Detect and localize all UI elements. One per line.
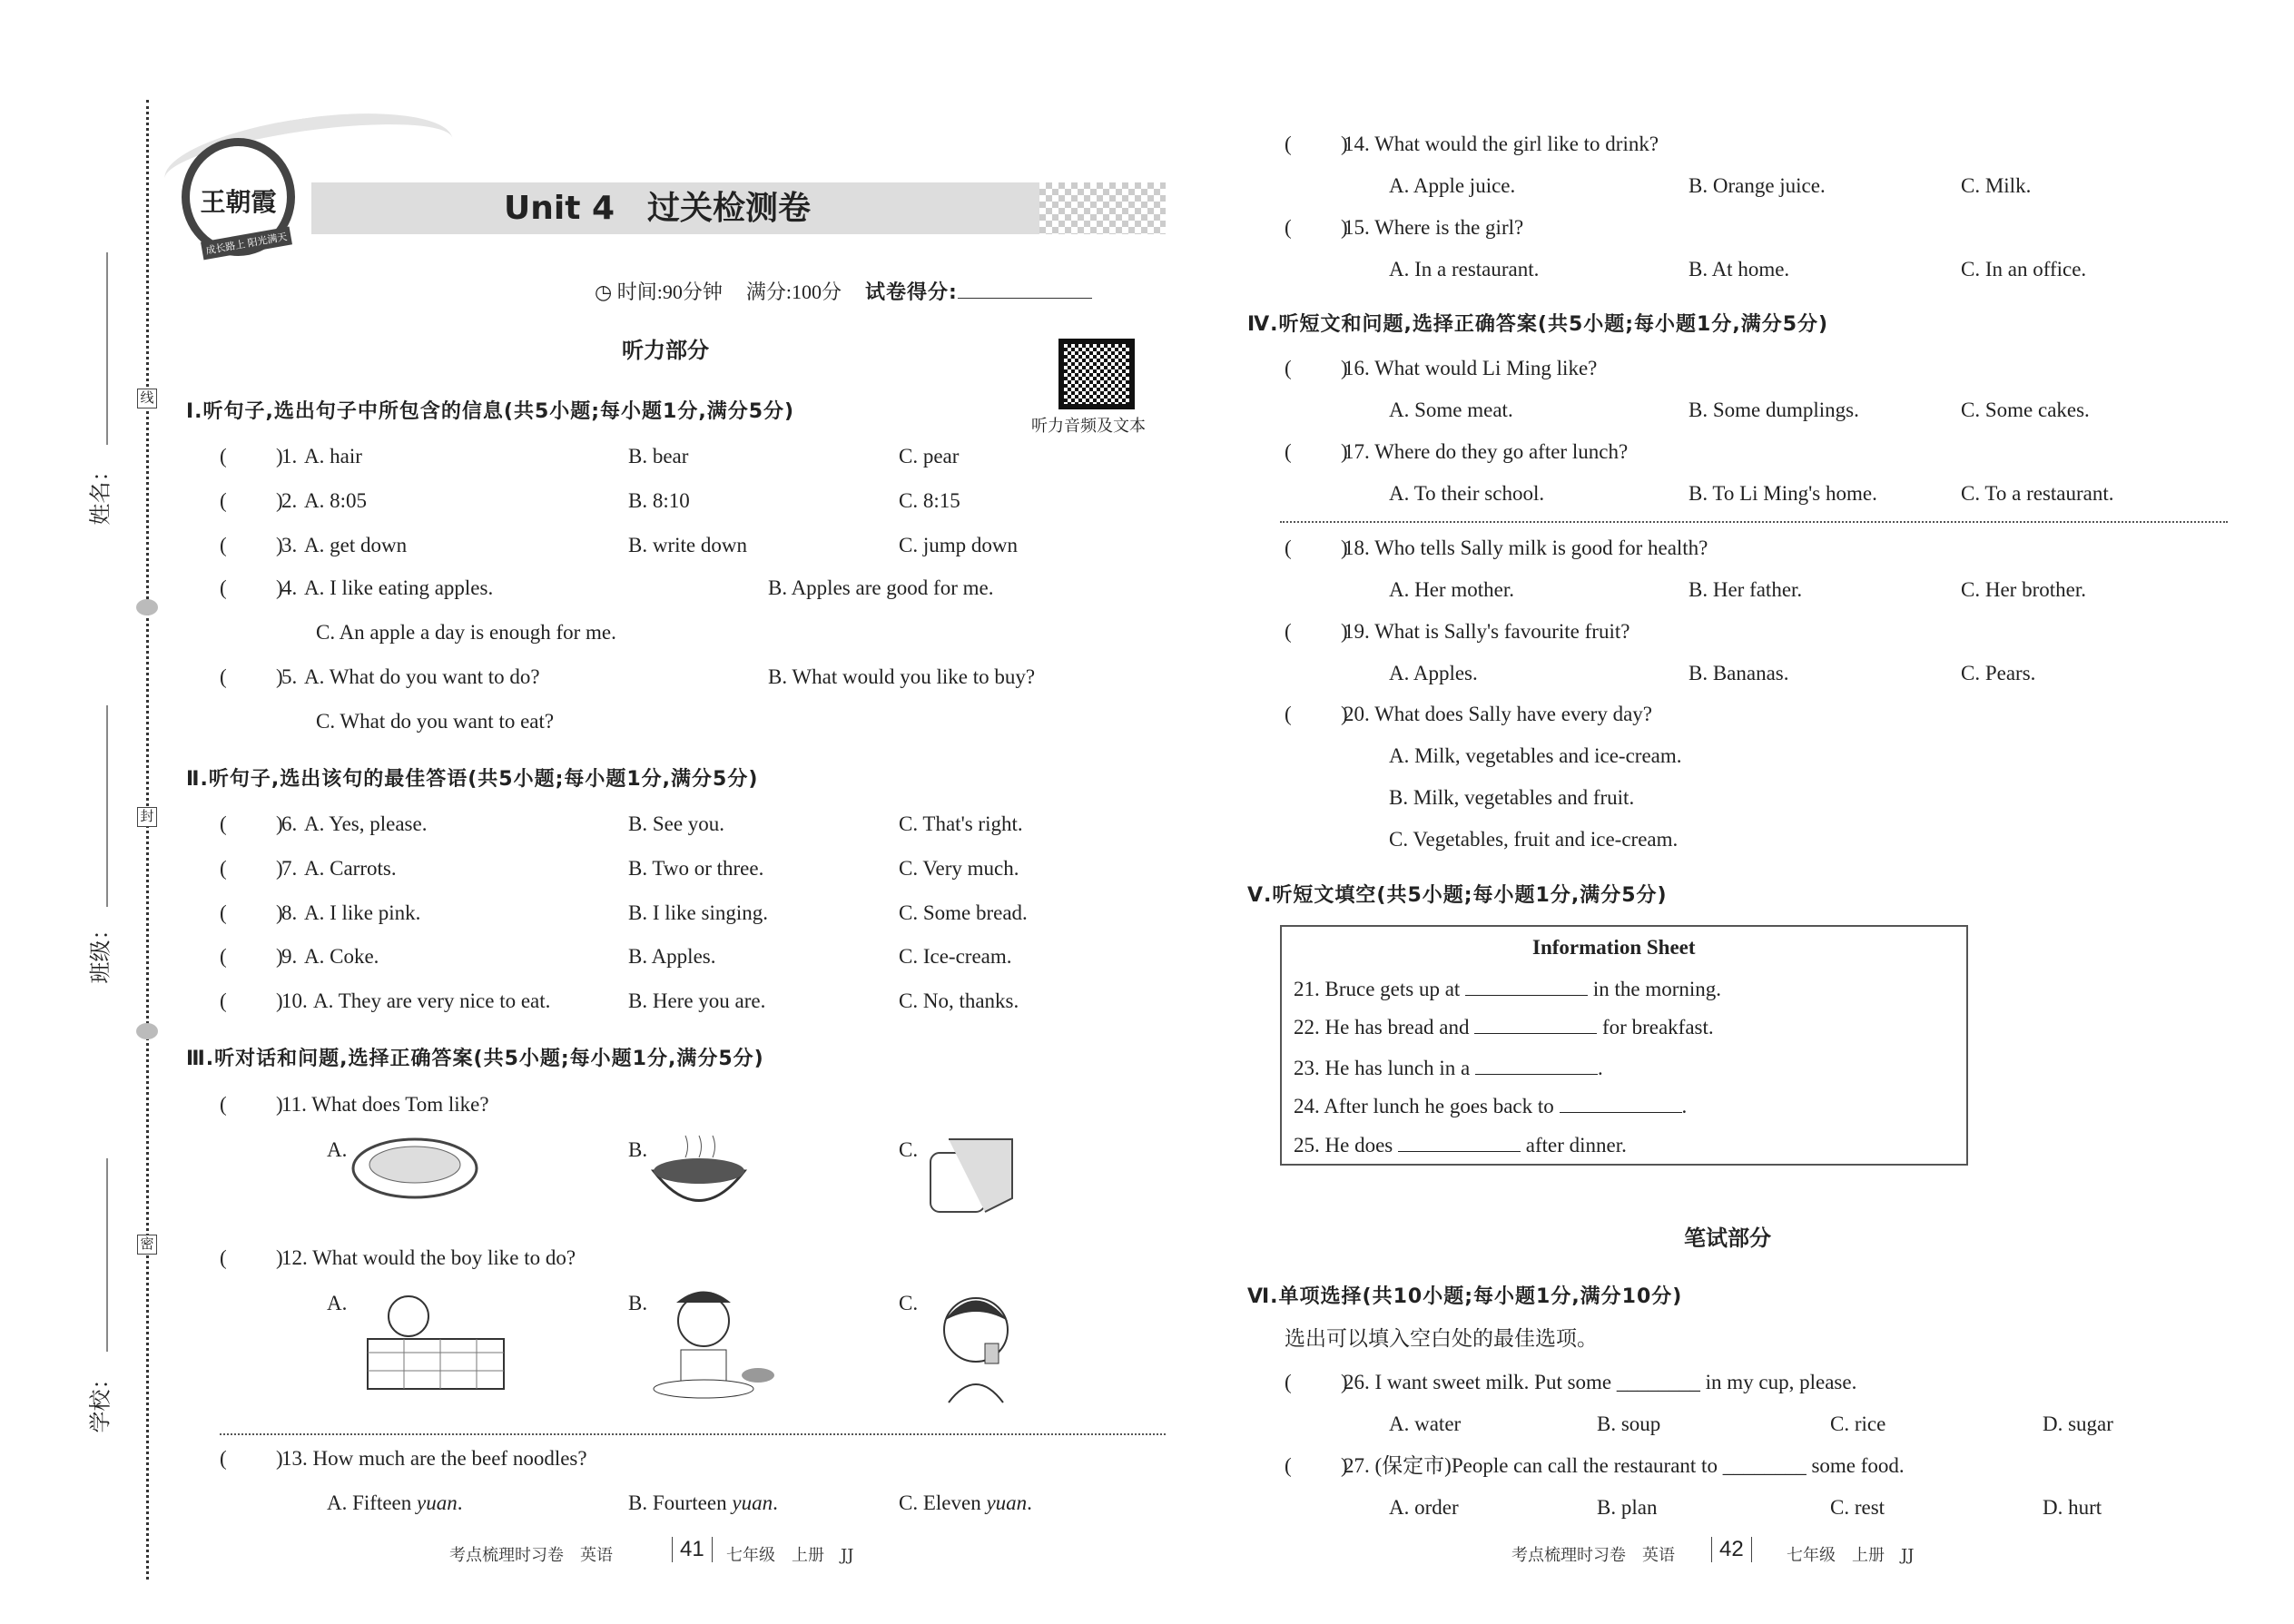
score-label: 试卷得分: bbox=[864, 281, 958, 304]
option-c[interactable]: C. An apple a day is enough for me. bbox=[316, 621, 616, 644]
answer-bracket[interactable] bbox=[1285, 215, 1348, 241]
answer-bracket[interactable] bbox=[1285, 439, 1348, 465]
question-stem: 27. (保定市)People can call the restaurant to ________ some food. bbox=[1344, 1454, 1905, 1477]
option-a[interactable]: A. 8:05 bbox=[304, 489, 367, 512]
option-c[interactable]: C. In an office. bbox=[1961, 258, 2087, 281]
option-a[interactable]: A. hair bbox=[304, 445, 362, 468]
question-number: 5. bbox=[281, 665, 298, 688]
option-b-label[interactable]: B. bbox=[628, 1292, 648, 1314]
currency-unit: yuan bbox=[417, 1491, 458, 1514]
item-text: 21. Bruce gets up at bbox=[1294, 978, 1466, 1000]
option-c[interactable]: C. 8:15 bbox=[899, 489, 960, 512]
logo-text: 王朝霞 bbox=[200, 187, 277, 217]
item-text: 22. He has bread and bbox=[1294, 1016, 1475, 1038]
section-heading-s1: Ⅰ.听句子,选出句子中所包含的信息(共5小题;每小题1分,满分5分) bbox=[186, 400, 795, 423]
answer-bracket[interactable] bbox=[220, 989, 283, 1014]
option-text: . bbox=[457, 1491, 463, 1514]
boy-sleeping-image bbox=[359, 1289, 513, 1407]
writing-title: 笔试部分 bbox=[1684, 1225, 1771, 1251]
question-number: 4. bbox=[281, 576, 298, 599]
option-b[interactable]: B. Her father. bbox=[1689, 578, 1803, 601]
option-d[interactable]: D. hurt bbox=[2043, 1496, 2102, 1519]
exam-meta bbox=[595, 280, 1092, 306]
divider-right bbox=[1280, 521, 2228, 523]
info-sheet-title: Information Sheet bbox=[1532, 936, 1696, 959]
section-heading-s6: Ⅵ.单项选择(共10小题;每小题1分,满分10分) bbox=[1247, 1285, 1683, 1308]
option-b[interactable]: B. To Li Ming's home. bbox=[1689, 482, 1877, 505]
item-text: 24. After lunch he goes back to bbox=[1294, 1095, 1560, 1117]
section-heading-s2: Ⅱ.听句子,选出该句的最佳答语(共5小题;每小题1分,满分5分) bbox=[186, 768, 759, 791]
divider-left bbox=[220, 1433, 1166, 1435]
name-label: 姓名： bbox=[87, 459, 113, 526]
option-c[interactable]: C. rest bbox=[1830, 1496, 1885, 1519]
option-a-label[interactable]: A. bbox=[327, 1292, 348, 1314]
option-a[interactable]: A. Yes, please. bbox=[304, 812, 428, 835]
footer-grade: 七年级 上册 JJ bbox=[1787, 1546, 1915, 1565]
option-b-label[interactable]: B. bbox=[628, 1138, 648, 1161]
answer-bracket[interactable] bbox=[220, 1446, 283, 1471]
qr-code[interactable] bbox=[1058, 339, 1135, 409]
option-b[interactable]: B. write down bbox=[628, 534, 747, 556]
option-b[interactable]: B. Some dumplings. bbox=[1689, 399, 1859, 421]
school-label: 学校： bbox=[87, 1367, 113, 1433]
answer-bracket[interactable] bbox=[1285, 619, 1348, 645]
section-heading-s3: Ⅲ.听对话和问题,选择正确答案(共5小题;每小题1分,满分5分) bbox=[186, 1048, 764, 1070]
boy-drinking-image bbox=[926, 1284, 1026, 1407]
answer-bracket[interactable] bbox=[220, 1092, 283, 1117]
currency-unit: yuan bbox=[986, 1491, 1028, 1514]
answer-bracket[interactable] bbox=[220, 856, 283, 881]
option-b[interactable]: B. What would you like to buy? bbox=[768, 665, 1036, 688]
item-text: 23. He has lunch in a bbox=[1294, 1057, 1475, 1079]
option-a[interactable]: A. In a restaurant. bbox=[1389, 258, 1540, 281]
option-c-label[interactable]: C. bbox=[899, 1138, 919, 1161]
option-a[interactable]: A. Apples. bbox=[1389, 662, 1478, 684]
option-a[interactable]: A. get down bbox=[304, 534, 408, 556]
option-b[interactable]: B. I like singing. bbox=[628, 901, 768, 924]
section-heading-s5: Ⅴ.听短文填空(共5小题;每小题1分,满分5分) bbox=[1247, 884, 1668, 907]
option-text: . bbox=[1027, 1491, 1032, 1514]
question-stem: 13. How much are the beef noodles? bbox=[281, 1447, 587, 1470]
clock-icon: ◷ bbox=[595, 281, 617, 303]
option-b[interactable]: B. bear bbox=[628, 445, 689, 468]
option-a[interactable]: A. order bbox=[1389, 1496, 1459, 1519]
option-c[interactable]: C. rice bbox=[1830, 1412, 1886, 1435]
item-text: after dinner. bbox=[1520, 1134, 1627, 1156]
option-c[interactable]: C. That's right. bbox=[899, 812, 1023, 835]
option-b[interactable]: B. Milk, vegetables and fruit. bbox=[1389, 786, 1635, 809]
option-a[interactable] bbox=[327, 1491, 462, 1516]
question-number: 1. bbox=[281, 445, 298, 468]
option-a[interactable]: A. Coke. bbox=[304, 945, 379, 968]
option-a[interactable]: A. I like pink. bbox=[304, 901, 421, 924]
option-text: C. Eleven bbox=[899, 1491, 987, 1514]
answer-bracket[interactable] bbox=[220, 1245, 283, 1271]
option-b[interactable]: B. See you. bbox=[628, 812, 725, 835]
qr-caption: 听力音频及文本 bbox=[1031, 417, 1146, 435]
option-c[interactable]: C. No, thanks. bbox=[899, 989, 1019, 1012]
answer-blank[interactable] bbox=[1474, 1016, 1597, 1034]
option-b[interactable]: B. Bananas. bbox=[1689, 662, 1789, 684]
question-number: 6. bbox=[281, 812, 298, 835]
footer-page-number: 42 bbox=[1711, 1537, 1752, 1562]
item-text: for breakfast. bbox=[1597, 1016, 1714, 1038]
class-underline bbox=[106, 705, 108, 907]
question-stem: 14. What would the girl like to drink? bbox=[1344, 133, 1659, 155]
question-number: 7. bbox=[281, 857, 298, 880]
option-a[interactable]: A. Apple juice. bbox=[1389, 174, 1516, 197]
option-c[interactable]: C. pear bbox=[899, 445, 960, 468]
item-text: . bbox=[1681, 1095, 1688, 1117]
info-sheet-item bbox=[1294, 977, 1721, 1002]
option-c[interactable]: C. Pears. bbox=[1961, 662, 2036, 684]
option-c[interactable]: C. Very much. bbox=[899, 857, 1019, 880]
option-a[interactable]: A. To their school. bbox=[1389, 482, 1545, 505]
section-instruction: 选出可以填入空白处的最佳选项。 bbox=[1285, 1327, 1598, 1350]
answer-bracket[interactable] bbox=[1285, 1370, 1348, 1395]
option-a[interactable]: A. What do you want to do? bbox=[304, 665, 540, 688]
question-stem: 20. What does Sally have every day? bbox=[1344, 703, 1652, 725]
option-c[interactable]: C. Some bread. bbox=[899, 901, 1028, 924]
answer-bracket[interactable] bbox=[220, 901, 283, 926]
question-stem: 15. Where is the girl? bbox=[1344, 216, 1524, 239]
answer-bracket[interactable] bbox=[1285, 702, 1348, 727]
option-b[interactable]: B. Apples are good for me. bbox=[768, 576, 994, 599]
option-text: A. Fifteen bbox=[327, 1491, 418, 1514]
option-c[interactable]: C. jump down bbox=[899, 534, 1018, 556]
option-c[interactable]: C. Her brother. bbox=[1961, 578, 2086, 601]
option-c[interactable]: C. What do you want to eat? bbox=[316, 710, 555, 733]
name-underline bbox=[106, 252, 108, 445]
option-b[interactable]: B. Orange juice. bbox=[1689, 174, 1826, 197]
option-c[interactable]: C. Milk. bbox=[1961, 174, 2032, 197]
info-sheet-item bbox=[1294, 1056, 1603, 1081]
footer-book: 考点梳理时习卷 英语 bbox=[1511, 1546, 1675, 1565]
option-a-label[interactable]: A. bbox=[327, 1138, 348, 1161]
bread-image bbox=[921, 1130, 1030, 1216]
option-a[interactable]: A. Her mother. bbox=[1389, 578, 1514, 601]
question-stem: 16. What would Li Ming like? bbox=[1344, 357, 1598, 379]
answer-bracket[interactable] bbox=[1285, 356, 1348, 381]
question-stem: 18. Who tells Sally milk is good for health? bbox=[1344, 536, 1708, 559]
option-b[interactable]: B. Apples. bbox=[628, 945, 716, 968]
seal-char-feng: 封 bbox=[137, 807, 157, 827]
option-b[interactable]: B. At home. bbox=[1689, 258, 1790, 281]
answer-blank[interactable] bbox=[1465, 978, 1588, 996]
option-c[interactable]: C. To a restaurant. bbox=[1961, 482, 2114, 505]
option-text: B. Fourteen bbox=[628, 1491, 733, 1514]
answer-bracket[interactable] bbox=[1285, 536, 1348, 561]
full-score: 满分:100分 bbox=[745, 281, 842, 303]
answer-bracket[interactable] bbox=[220, 812, 283, 837]
option-b[interactable]: B. 8:10 bbox=[628, 489, 690, 512]
option-c[interactable]: C. Some cakes. bbox=[1961, 399, 2090, 421]
answer-bracket[interactable] bbox=[1285, 132, 1348, 157]
footer-page-number: 41 bbox=[672, 1537, 713, 1562]
question-stem: 19. What is Sally's favourite fruit? bbox=[1344, 620, 1630, 643]
info-sheet-item bbox=[1294, 1015, 1714, 1040]
option-c[interactable] bbox=[899, 1491, 1032, 1516]
option-a[interactable]: A. They are very nice to eat. bbox=[313, 989, 551, 1012]
question-stem: 26. I want sweet milk. Put some ________ in my cup, please. bbox=[1344, 1371, 1857, 1393]
item-text: 25. He does bbox=[1294, 1134, 1398, 1156]
option-a[interactable]: A. I like eating apples. bbox=[304, 576, 494, 599]
boy-eating-image bbox=[649, 1284, 785, 1407]
dumplings-image bbox=[350, 1130, 481, 1203]
info-sheet-item bbox=[1294, 1094, 1687, 1119]
class-label: 班级： bbox=[87, 918, 113, 984]
information-sheet bbox=[1280, 925, 1968, 1166]
currency-unit: yuan bbox=[732, 1491, 773, 1514]
answer-bracket[interactable] bbox=[1285, 1453, 1348, 1479]
seal-char-xian: 线 bbox=[137, 389, 157, 408]
answer-bracket[interactable] bbox=[220, 533, 283, 558]
answer-blank[interactable] bbox=[1398, 1134, 1521, 1152]
item-text: . bbox=[1597, 1057, 1603, 1079]
score-field[interactable] bbox=[958, 282, 1092, 299]
option-b[interactable]: B. plan bbox=[1597, 1496, 1658, 1519]
question-number: 3. bbox=[281, 534, 298, 556]
option-b[interactable]: B. Here you are. bbox=[628, 989, 766, 1012]
option-b[interactable]: B. Two or three. bbox=[628, 857, 764, 880]
option-c[interactable]: C. Ice-cream. bbox=[899, 945, 1012, 968]
seal-char-mi: 密 bbox=[137, 1235, 157, 1255]
question-stem: 12. What would the boy like to do? bbox=[281, 1246, 576, 1269]
option-a[interactable]: A. Some meat. bbox=[1389, 399, 1513, 421]
question-stem: 17. Where do they go after lunch? bbox=[1344, 440, 1629, 463]
option-a[interactable]: A. Carrots. bbox=[304, 857, 397, 880]
binding-dotted-line bbox=[146, 100, 149, 1580]
margin-circle-icon bbox=[136, 1023, 158, 1039]
answer-bracket[interactable] bbox=[220, 944, 283, 969]
question-number: 2. bbox=[281, 489, 298, 512]
school-underline bbox=[106, 1158, 108, 1352]
answer-bracket[interactable] bbox=[220, 664, 283, 690]
question-number: 9. bbox=[281, 945, 298, 968]
noodles-bowl-image bbox=[649, 1130, 749, 1221]
option-a[interactable]: A. water bbox=[1389, 1412, 1462, 1435]
option-c-label[interactable]: C. bbox=[899, 1292, 919, 1314]
page-title: Unit 4 过关检测卷 bbox=[504, 190, 811, 227]
answer-bracket[interactable] bbox=[220, 444, 283, 469]
option-a[interactable]: A. Milk, vegetables and ice-cream. bbox=[1389, 744, 1682, 767]
footer-book: 考点梳理时习卷 英语 bbox=[449, 1546, 613, 1565]
checker-pattern bbox=[1039, 182, 1166, 234]
answer-bracket[interactable] bbox=[220, 576, 283, 601]
question-number: 8. bbox=[281, 901, 298, 924]
answer-blank[interactable] bbox=[1560, 1095, 1682, 1113]
question-stem: 11. What does Tom like? bbox=[281, 1093, 489, 1116]
listening-title: 听力部分 bbox=[622, 338, 709, 363]
option-b[interactable]: B. soup bbox=[1597, 1412, 1661, 1435]
option-b[interactable] bbox=[628, 1491, 778, 1516]
option-text: . bbox=[773, 1491, 778, 1514]
time-limit: 时间:90分钟 bbox=[616, 281, 723, 303]
option-c[interactable]: C. Vegetables, fruit and ice-cream. bbox=[1389, 828, 1679, 851]
margin-circle-icon bbox=[136, 599, 158, 615]
question-number: 10. bbox=[281, 989, 308, 1012]
answer-bracket[interactable] bbox=[220, 488, 283, 514]
logo-slogan: 成长路上 阳光满天 bbox=[201, 227, 292, 261]
info-sheet-item bbox=[1294, 1133, 1627, 1158]
item-text: in the morning. bbox=[1588, 978, 1722, 1000]
option-d[interactable]: D. sugar bbox=[2043, 1412, 2113, 1435]
footer-grade: 七年级 上册 JJ bbox=[726, 1546, 854, 1565]
answer-blank[interactable] bbox=[1475, 1057, 1598, 1075]
section-heading-s4: Ⅳ.听短文和问题,选择正确答案(共5小题;每小题1分,满分5分) bbox=[1247, 313, 1829, 336]
